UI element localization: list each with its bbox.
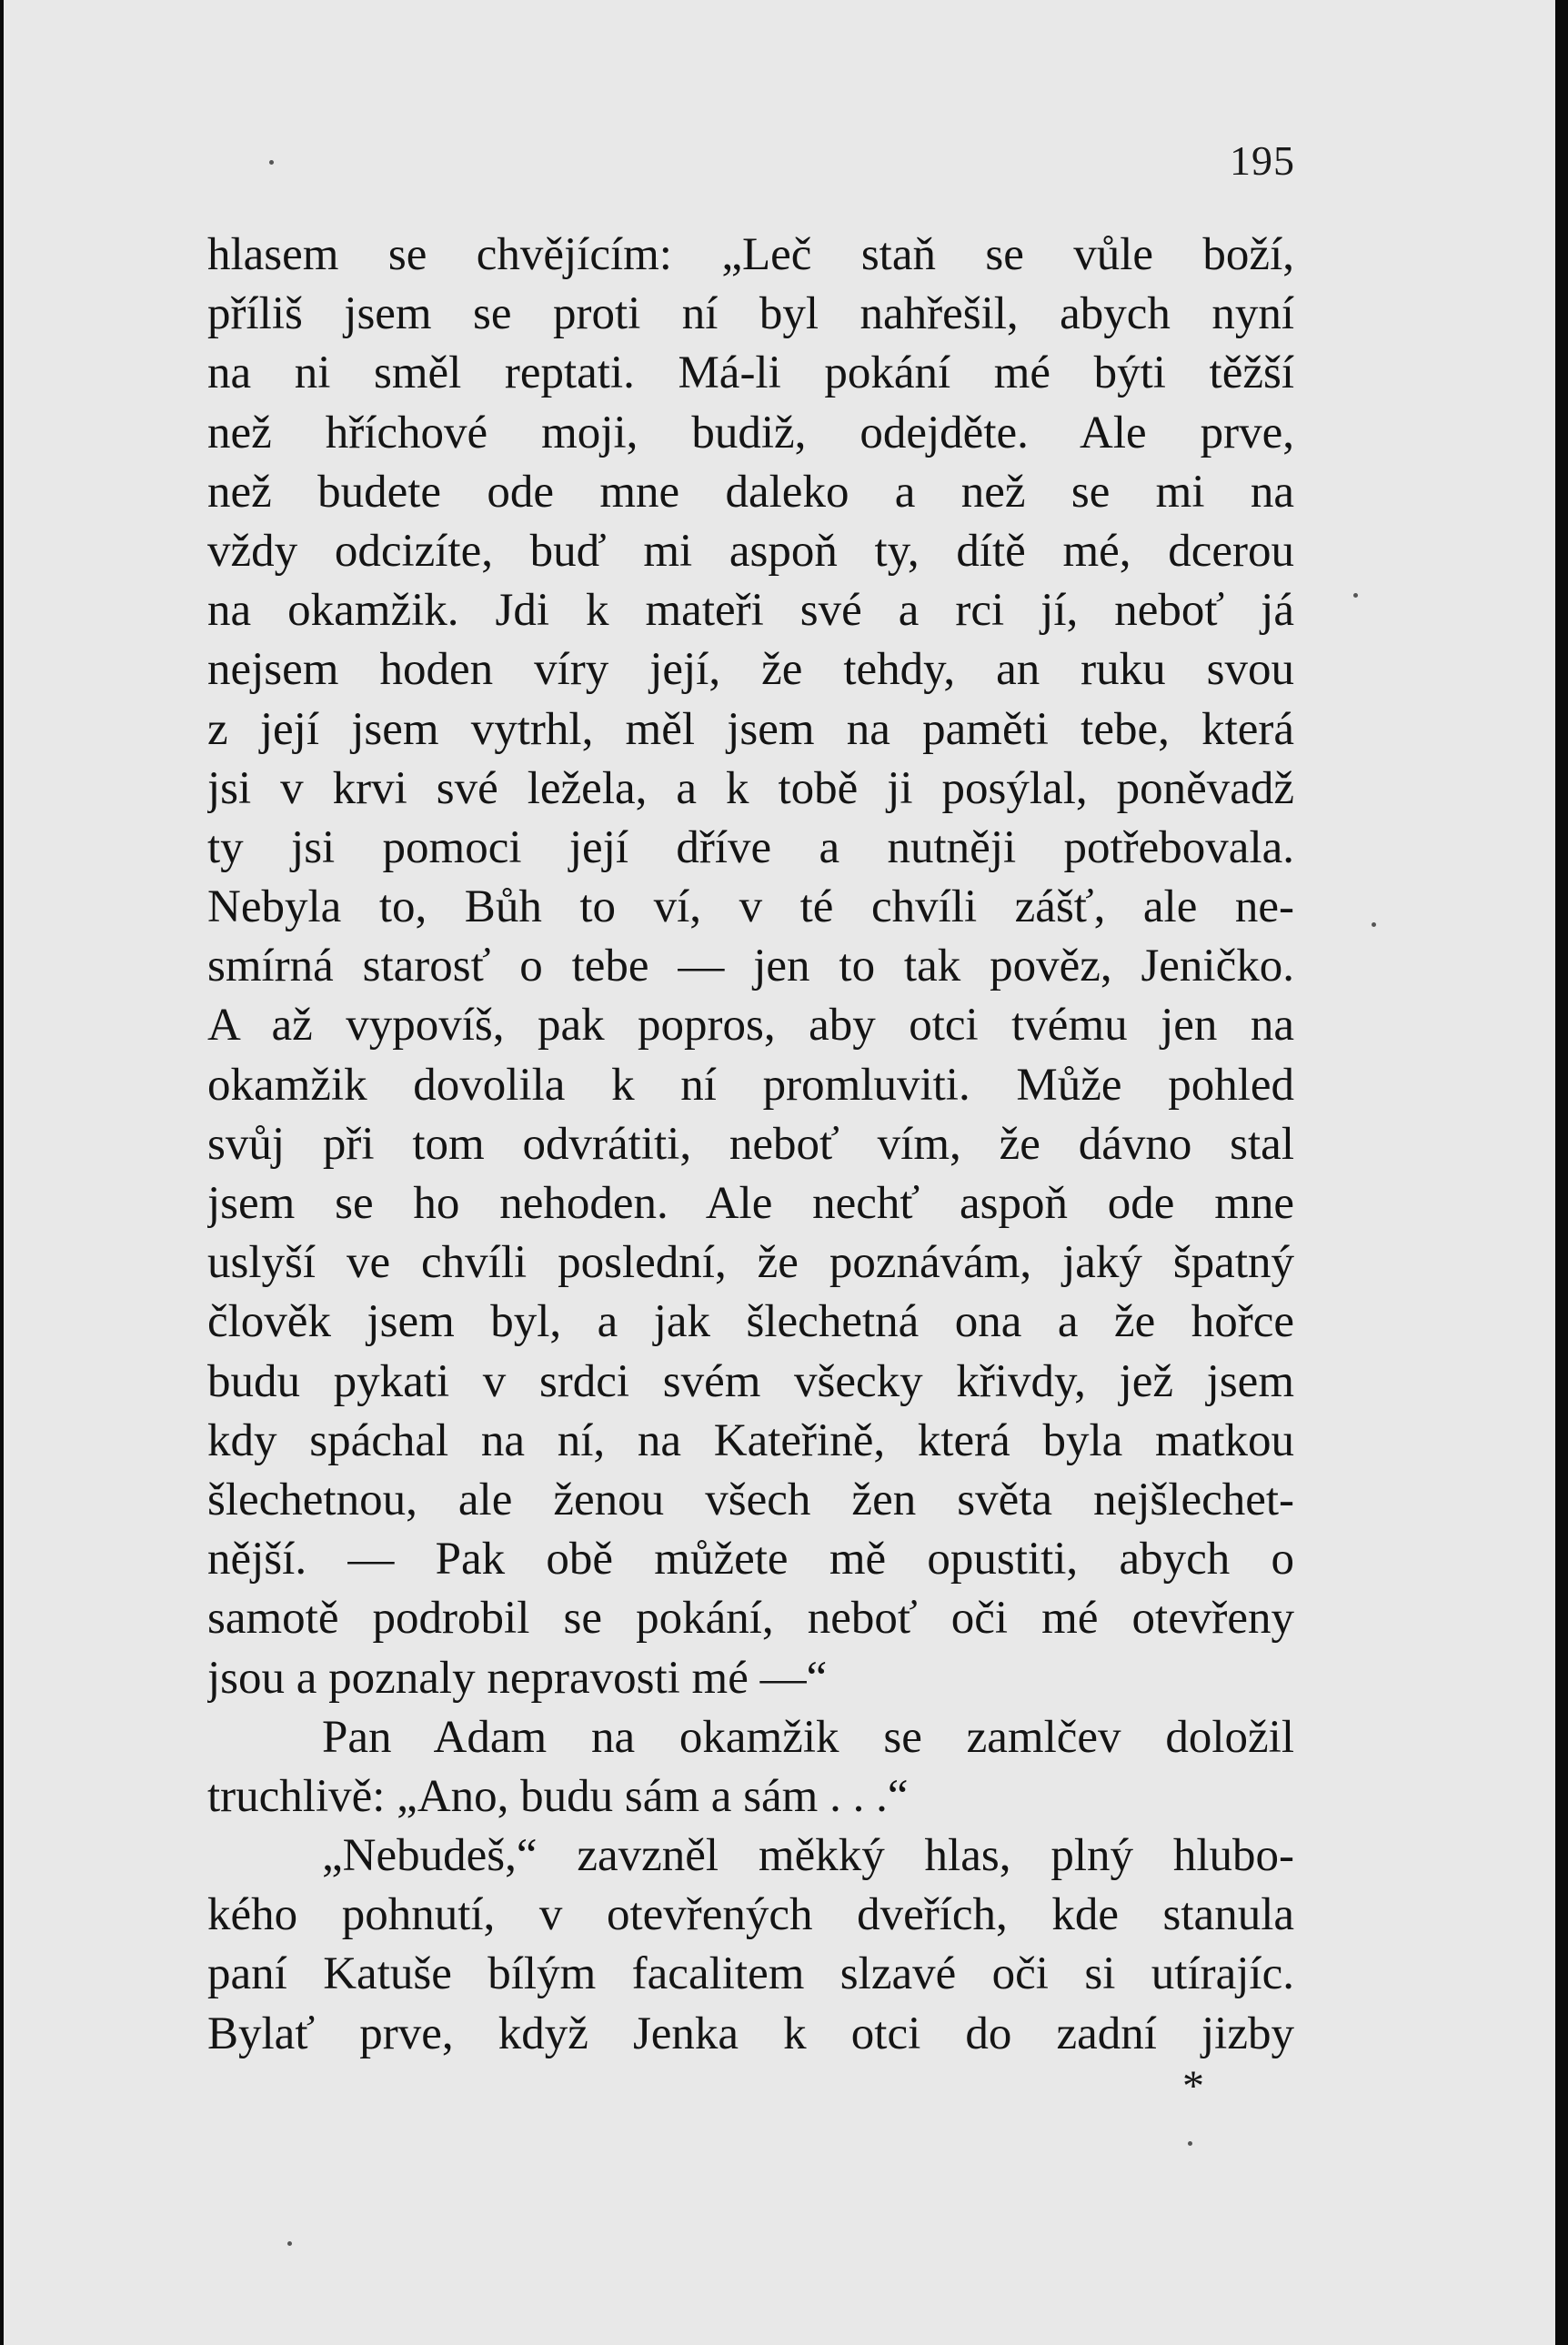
text-line: jsem se ho nehoden. Ale nechť aspoň ode mne bbox=[207, 1178, 1294, 1229]
body-text bbox=[207, 226, 1294, 2064]
paper-speck bbox=[1372, 922, 1376, 927]
text-line: Nebyla to, Bůh to ví, v té chvíli zášť, ale ne- bbox=[207, 881, 1294, 933]
text-line: šlechetnou, ale ženou všech žen světa nejšlechet- bbox=[207, 1474, 1294, 1525]
text-line: na ni směl reptati. Má-li pokání mé býti těžší bbox=[207, 347, 1294, 399]
text-line: ty jsi pomoci její dříve a nutněji potřebovala. bbox=[207, 821, 1294, 873]
text-line: uslyší ve chvíli poslední, že poznávám, jaký špatný bbox=[207, 1237, 1294, 1289]
text-line: Pan Adam na okamžik se zamlčev doložil bbox=[322, 1711, 1294, 1763]
text-line: příliš jsem se proti ní byl nahřešil, abych nyní bbox=[207, 288, 1294, 340]
signature-mark: * bbox=[1182, 2062, 1204, 2110]
text-line: jsou a poznaly nepravosti mé —“ bbox=[207, 1652, 828, 1704]
text-line: svůj při tom odvrátiti, neboť vím, že dávno stal bbox=[207, 1118, 1294, 1170]
page-number: 195 bbox=[1230, 137, 1295, 184]
text-line: paní Katuše bílým facalitem slzavé oči si utírajíc. bbox=[207, 1948, 1294, 2000]
paper-speck bbox=[269, 160, 274, 165]
text-line: A až vypovíš, pak popros, aby otci tvému jen na bbox=[207, 1000, 1294, 1052]
text-line: na okamžik. Jdi k mateři své a rci jí, neboť já bbox=[207, 585, 1294, 637]
text-line: okamžik dovolila k ní promluviti. Může pohled bbox=[207, 1059, 1294, 1111]
text-line: budu pykati v srdci svém všecky křivdy, jež jsem bbox=[207, 1355, 1294, 1407]
book-page bbox=[4, 0, 1555, 2345]
text-line: jsi v krvi své ležela, a k tobě ji posýlal, poněvadž bbox=[207, 762, 1294, 814]
text-line: „Nebudeš,“ zavzněl měkký hlas, plný hlubo- bbox=[322, 1830, 1294, 1882]
text-line: než hříchové moji, budiž, odejděte. Ale prve, bbox=[207, 407, 1294, 458]
text-line: smírná starosť o tebe — jen to tak pověz, Jeničko. bbox=[207, 941, 1294, 992]
text-line: truchlivě: „Ano, budu sám a sám . . .“ bbox=[207, 1770, 909, 1822]
paper-speck bbox=[287, 2241, 292, 2246]
paper-speck bbox=[1188, 2141, 1192, 2146]
text-line: nejsem hoden víry její, že tehdy, an ruku svou bbox=[207, 644, 1294, 696]
paper-speck bbox=[1353, 593, 1358, 598]
text-line: Bylať prve, když Jenka k otci do zadní jizby bbox=[207, 2008, 1294, 2059]
text-line: kého pohnutí, v otevřených dveřích, kde stanula bbox=[207, 1889, 1294, 1941]
text-line: hlasem se chvějícím: „Leč staň se vůle boží, bbox=[207, 229, 1294, 280]
text-line: samotě podrobil se pokání, neboť oči mé otevřeny bbox=[207, 1593, 1294, 1645]
text-line: z její jsem vytrhl, měl jsem na paměti tebe, která bbox=[207, 703, 1294, 755]
text-line: vždy odcizíte, buď mi aspoň ty, dítě mé, dcerou bbox=[207, 525, 1294, 577]
text-line: než budete ode mne daleko a než se mi na bbox=[207, 466, 1294, 518]
text-line: nější. — Pak obě můžete mě opustiti, abych o bbox=[207, 1534, 1294, 1585]
text-line: člověk jsem byl, a jak šlechetná ona a že hořce bbox=[207, 1296, 1294, 1348]
text-line: kdy spáchal na ní, na Kateřině, která byla matkou bbox=[207, 1414, 1294, 1466]
